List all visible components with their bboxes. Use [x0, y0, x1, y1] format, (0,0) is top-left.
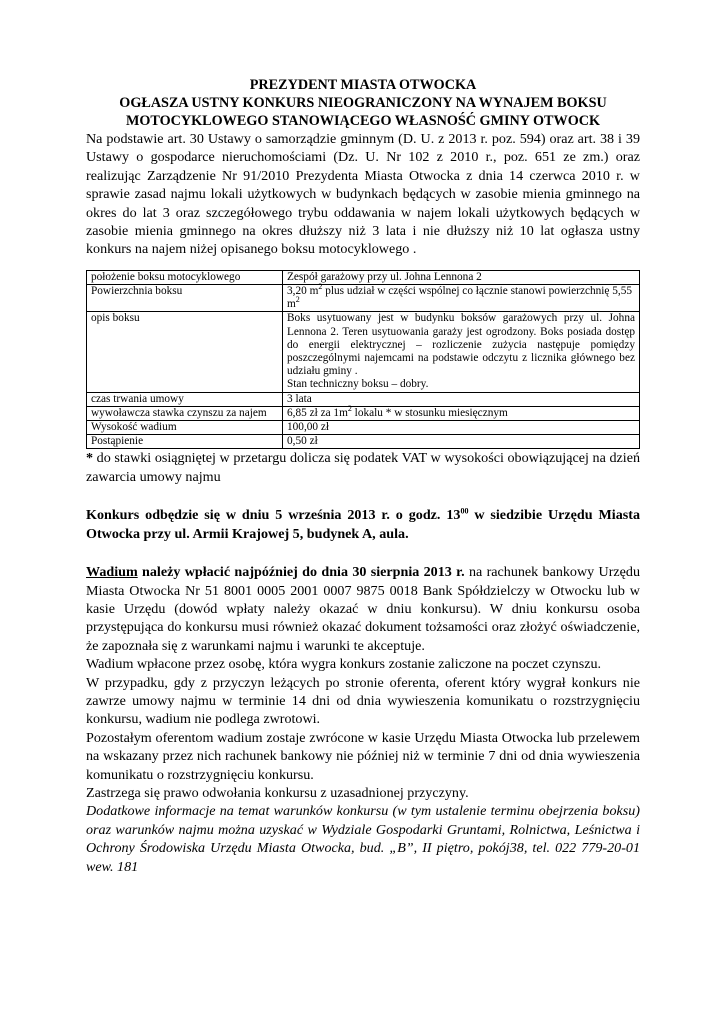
table-row [87, 392, 640, 406]
intro-paragraph: Na podstawie art. 30 Ustawy o samorządzie gminnym (D. U. z 2013 r. poz. 594) oraz art. 38 i 39 Ustawy o gospodarce nieruchomościami (Dz. U. Nr 102 z 2010 r., poz. 651 ze zm.) oraz realizując Zarządzenie Nr 91/2010 Prezydenta Miasta Otwocka z dnia 14 czerwca 2010 r. w sprawie zasad najmu lokali użytkowych w budynkach będących w zasobie mienia gminnego na okres do lat 3 oraz szczegółowego trybu oddawania w najem lokali użytkowych będących w zasobie mienia gminnego na okres dłuższy niż 3 lata i nie dłuższy niż 10 lat ogłasza ustny konkurs na najem niżej opisanego boksu motocyklowego . [86, 131, 640, 258]
additional-info-paragraph: Dodatkowe informacje na temat warunków konkursu (w tym ustalenie terminu obejrzenia boksu) oraz warunków najmu można uzyskać w Wydziale Gospodarki Gruntami, Rolnictwa, Leśnictwa i Ochrony Środowiska Urzędu Miasta Otwocka, bud. „B”, II piętro, pokój38, tel. 022 779-20-01 wew. 181 [86, 803, 640, 875]
vat-note [86, 449, 640, 486]
description-text: Boks usytuowany jest w budynku boksów garażowych przy ul. Johna Lennona 2. Teren usytuowania garaży jest ogrodzony. Boks posiada dostęp do energii elektrycznej – rozliczenie zużycia następuje pomiędzy poszczególnymi najemcami na podstawie odczytu z licznika głównego bez udziału gminy . [287, 312, 635, 378]
wadium-deadline: należy wpłacić najpóźniej do dnia 30 sierpnia 2013 r. [137, 564, 465, 581]
area-superscript-2: 2 [295, 295, 300, 305]
table-row [87, 270, 640, 284]
deposit-value: 100,00 zł [283, 421, 640, 435]
vat-note-text: do stawki osiągniętej w przetargu dolicza się podatek VAT w wysokości obowiązującej na dzień zawarcia umowy najmu [86, 450, 640, 485]
area-value-part1: 3,20 m [287, 285, 319, 298]
description-condition: Stan techniczny boksu – dobry. [287, 378, 429, 391]
step-label: Postąpienie [87, 435, 283, 449]
vat-asterisk: * [86, 450, 94, 467]
wadium-heading: Wadium [86, 564, 138, 581]
contest-time-superscript: 00 [460, 506, 469, 516]
box-details-table [86, 270, 640, 450]
wadium-details: na rachunek bankowy Urzędu Miasta Otwocka Nr 51 8001 0005 2001 0007 9875 0018 Bank Spółdzielczy w Otwocku lub w kasie Urzędu (dowód wpłaty należy okazać w dniu konkursu). W dniu konkursu osoba przystępująca do konkursu musi również okazać dokument tożsamości oraz złożyć oświadczenie, że zapoznała się z warunkami najmu i warunki te akceptuje. [86, 564, 640, 654]
cancellation-paragraph: Zastrzega się prawo odwołania konkursu z uzasadnionej przyczyny. [86, 784, 469, 801]
area-value [283, 282, 640, 312]
rent-superscript: 2 [347, 404, 352, 414]
announcement-header [86, 76, 640, 130]
rent-value-part2: lokalu * w stosunku miesięcznym [351, 406, 508, 419]
header-title: PREZYDENT MIASTA OTWOCKA [249, 77, 477, 93]
deposit-forfeit-paragraph: W przypadku, gdy z przyczyn leżących po stronie oferenta, oferent który wygrał konkurs nie zawrze umowy najmu w terminie 14 dni od dnia wywieszenia komunikatu o rozstrzygnięciu konkursu, wadium nie podlega zwrotowi. [86, 674, 640, 728]
header-subtitle-line2: MOTOCYKLOWEGO STANOWIĄCEGO WŁASNOŚĆ GMINY OTWOCK [125, 113, 601, 129]
description-label: opis boksu [87, 312, 283, 392]
contest-date-part1: Konkurs odbędzie się w dniu 5 września 2013 r. o godz. 13 [86, 507, 461, 524]
area-superscript: 2 [318, 282, 323, 292]
deposit-label: Wysokość wadium [87, 421, 283, 435]
location-label: położenie boksu motocyklowego [87, 270, 283, 284]
description-value [283, 312, 640, 392]
announcement-document [86, 76, 640, 876]
location-value: Zespół garażowy przy ul. Johna Lennona 2 [283, 270, 640, 284]
duration-value: 3 lata [283, 392, 640, 406]
contest-date-paragraph [86, 506, 640, 543]
contest-date-part2: w siedzibie Urzędu Miasta Otwocka przy ul. Armii Krajowej 5, budynek A, aula. [86, 507, 640, 542]
area-label: Powierzchnia boksu [87, 285, 283, 312]
area-value-part2: plus udział w części wspólnej co łącznie stanowi powierzchnię 5,55 m [287, 285, 633, 311]
table-row [87, 285, 640, 312]
rent-value [283, 406, 640, 420]
table-row [87, 421, 640, 435]
duration-label: czas trwania umowy [87, 392, 283, 406]
rent-value-part1: 6,85 zł za 1m [287, 406, 348, 419]
table-row [87, 312, 640, 392]
rent-label: wywoławcza stawka czynszu za najem [87, 406, 283, 420]
deposit-return-paragraph: Pozostałym oferentom wadium zostaje zwrócone w kasie Urzędu Miasta Otwocka lub przelewem na wskazany przez nich rachunek bankowy nie później niż w terminie 7 dni od dnia wywieszenia komunikatu o rozstrzygnięciu konkursu. [86, 729, 640, 783]
deposit-paragraph [86, 563, 640, 655]
header-subtitle-line1: OGŁASZA USTNY KONKURS NIEOGRANICZONY NA WYNAJEM BOKSU [119, 95, 607, 111]
table-row [87, 435, 640, 449]
table-row [87, 406, 640, 420]
deposit-credit-paragraph: Wadium wpłacone przez osobę, która wygra konkurs zostanie zaliczone na poczet czynszu. [86, 656, 602, 673]
step-value: 0,50 zł [283, 435, 640, 449]
